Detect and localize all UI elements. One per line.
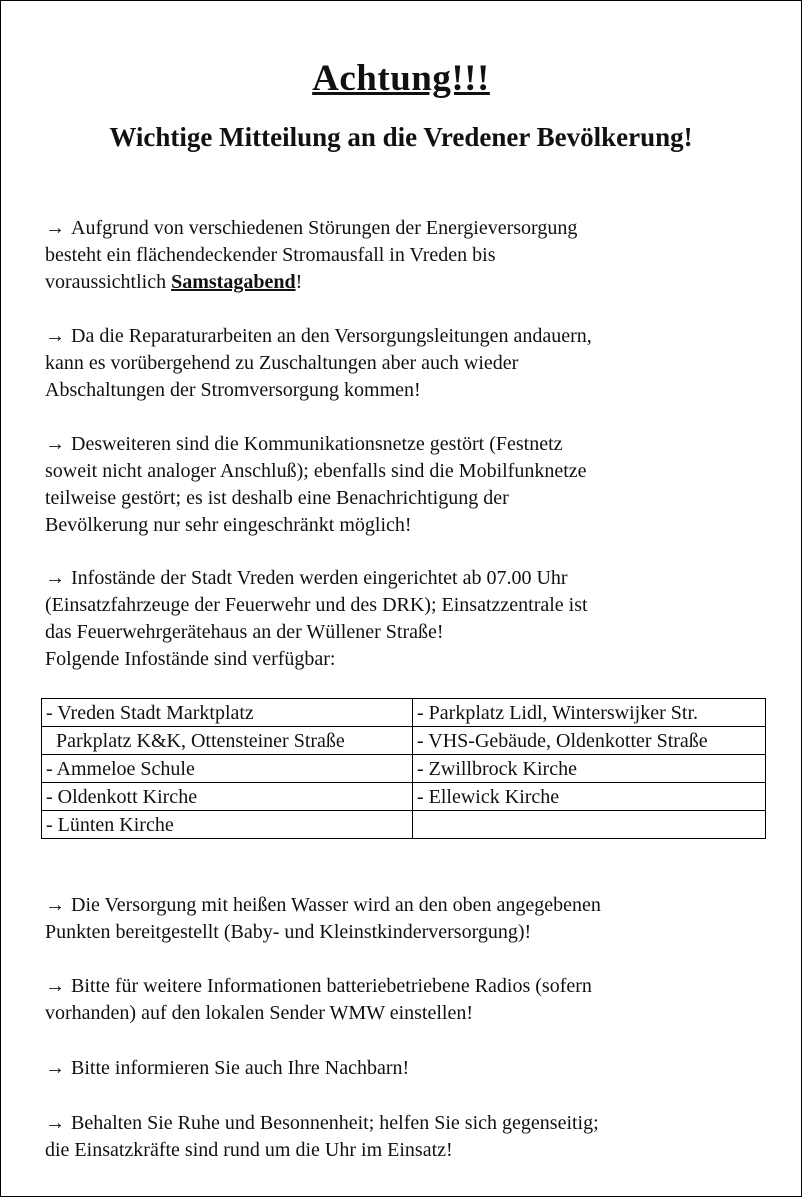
paragraph-radio xyxy=(45,973,745,1027)
paragraph-line: → Behalten Sie Ruhe und Besonnenheit; helfen Sie sich gegenseitig; xyxy=(45,1112,599,1134)
paragraph-line: → Bitte für weitere Informationen batteriebetriebene Radios (sofern xyxy=(45,975,592,997)
arrow-right-icon: → xyxy=(45,894,65,916)
table-row xyxy=(42,755,766,783)
paragraph-stay-calm xyxy=(45,1110,745,1164)
paragraph-info-stands xyxy=(45,565,745,673)
paragraph-line: Punkten bereitgestellt (Baby- und Kleinstkinderversorgung)! xyxy=(45,921,532,943)
info-stands-table xyxy=(41,698,766,839)
paragraph-line: → Da die Reparaturarbeiten an den Versorgungsleitungen andauern, xyxy=(45,325,592,347)
paragraph-line: → Die Versorgung mit heißen Wasser wird an den oben angegebenen xyxy=(45,894,601,916)
table-cell: - Oldenkott Kirche xyxy=(42,783,413,811)
paragraph-power-outage xyxy=(45,215,745,296)
emphasized-date: Samstagabend xyxy=(171,271,296,293)
paragraph-line: vorhanden) auf den lokalen Sender WMW einstellen! xyxy=(45,1002,474,1024)
table-cell xyxy=(413,811,766,839)
table-row xyxy=(42,811,766,839)
paragraph-hot-water xyxy=(45,892,745,946)
arrow-right-icon: → xyxy=(45,217,65,239)
paragraph-line: das Feuerwehrgerätehaus an der Wüllener Straße! xyxy=(45,621,444,643)
paragraph-repairs xyxy=(45,323,745,404)
paragraph-line: Abschaltungen der Stromversorgung kommen! xyxy=(45,379,421,401)
table-row xyxy=(42,727,766,755)
table-cell: - Ammeloe Schule xyxy=(42,755,413,783)
arrow-right-icon: → xyxy=(45,1112,65,1134)
arrow-right-icon: → xyxy=(45,1057,65,1079)
paragraph-line: kann es vorübergehend zu Zuschaltungen aber auch wieder xyxy=(45,352,519,374)
notice-subtitle: Wichtige Mitteilung an die Vredener Bevölkerung! xyxy=(109,122,693,152)
arrow-right-icon: → xyxy=(45,975,65,997)
table-cell: - Vreden Stadt Marktplatz xyxy=(42,699,413,727)
table-row xyxy=(42,783,766,811)
paragraph-line: → Desweiteren sind die Kommunikationsnetze gestört (Festnetz xyxy=(45,433,563,455)
arrow-right-icon: → xyxy=(45,433,65,455)
paragraph-line: → Infostände der Stadt Vreden werden eingerichtet ab 07.00 Uhr xyxy=(45,567,568,589)
paragraph-line: soweit nicht analoger Anschluß); ebenfalls sind die Mobilfunknetze xyxy=(45,460,587,482)
paragraph-communications xyxy=(45,431,745,539)
arrow-right-icon: → xyxy=(45,567,65,589)
paragraph-line: die Einsatzkräfte sind rund um die Uhr im Einsatz! xyxy=(45,1139,453,1161)
paragraph-line: (Einsatzfahrzeuge der Feuerwehr und des DRK); Einsatzzentrale ist xyxy=(45,594,588,616)
table-cell: Parkplatz K&K, Ottensteiner Straße xyxy=(42,727,413,755)
paragraph-line: → Aufgrund von verschiedenen Störungen der Energieversorgung xyxy=(45,217,578,239)
arrow-right-icon: → xyxy=(45,325,65,347)
paragraph-line: Bevölkerung nur sehr eingeschränkt möglich! xyxy=(45,514,412,536)
table-cell: - Parkplatz Lidl, Winterswijker Str. xyxy=(413,699,766,727)
paragraph-neighbors xyxy=(45,1055,745,1082)
table-cell: - Zwillbrock Kirche xyxy=(413,755,766,783)
table-cell: - Lünten Kirche xyxy=(42,811,413,839)
paragraph-line: teilweise gestört; es ist deshalb eine Benachrichtigung der xyxy=(45,487,509,509)
paragraph-line: → Bitte informieren Sie auch Ihre Nachbarn! xyxy=(45,1057,410,1079)
paragraph-line: Folgende Infostände sind verfügbar: xyxy=(45,648,336,670)
table-cell: - Ellewick Kirche xyxy=(413,783,766,811)
table-cell: - VHS-Gebäude, Oldenkotter Straße xyxy=(413,727,766,755)
paragraph-line: besteht ein flächendeckender Stromausfall in Vreden bis xyxy=(45,244,496,266)
notice-title: Achtung!!! xyxy=(312,58,490,99)
paragraph-line: voraussichtlich Samstagabend! xyxy=(45,271,303,293)
table-row xyxy=(42,699,766,727)
